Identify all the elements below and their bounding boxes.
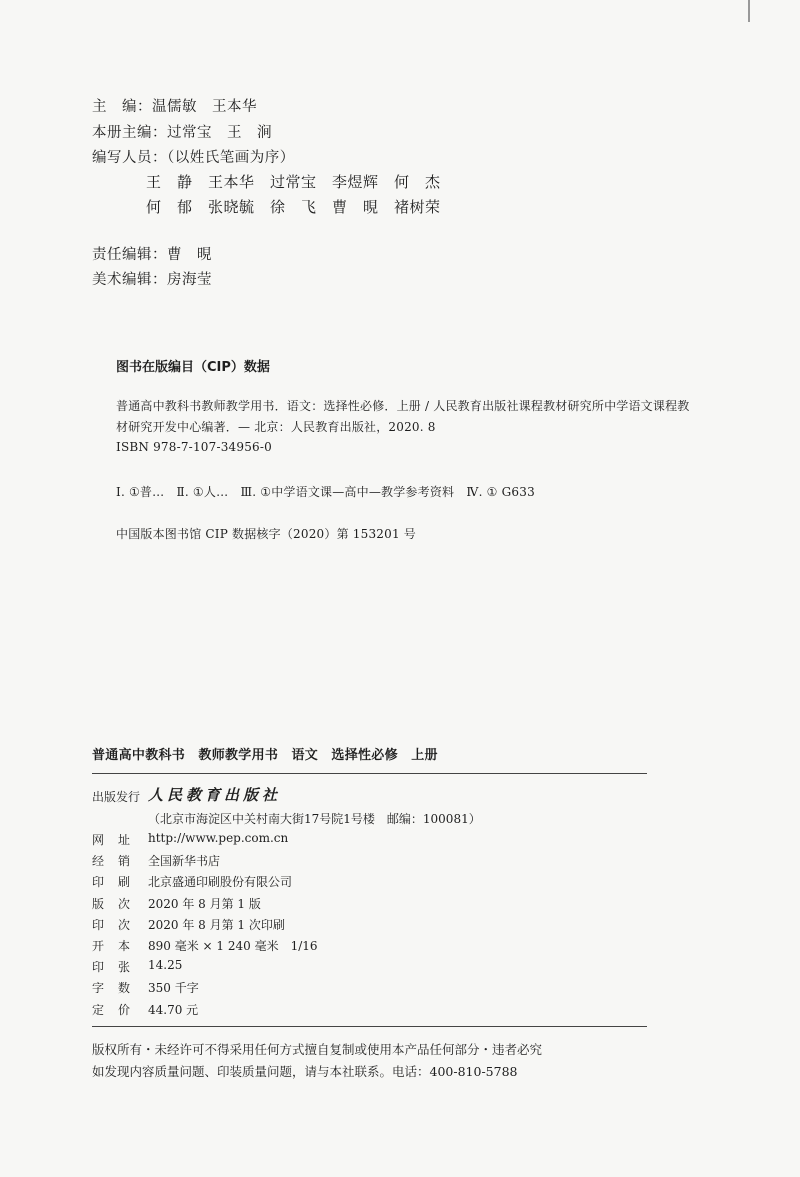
- art-editor-name: 房海莹: [167, 272, 212, 288]
- art-editor-label: 美术编辑：: [92, 272, 167, 288]
- copyright-notice: 版权所有・未经许可不得采用任何方式擅自复制或使用本产品任何部分・违者必究: [92, 1042, 543, 1057]
- info-row-value: 2020 年 8 月第 1 版: [148, 896, 261, 911]
- publisher-address: （北京市海淀区中关村南大街17号院1号楼 邮编：100081）: [148, 812, 481, 826]
- responsible-editor-name: 曹 晛: [167, 247, 212, 263]
- chief-editor-names: 温儒敏 王本华: [152, 99, 257, 115]
- volume-editor-line: [92, 121, 272, 142]
- info-row-label: 印刷: [92, 875, 145, 890]
- cip-title: 图书在版编目（CIP）数据: [116, 360, 270, 375]
- writers-label: 编写人员：（以姓氏笔画为序）: [92, 150, 295, 166]
- cip-line-2: 材研究开发中心编著．— 北京：人民教育出版社，2020. 8: [116, 420, 436, 434]
- cip-line-1: 普通高中教科书教师教学用书．语文：选择性必修．上册 / 人民教育出版社课程教材研究所中学语文课程教: [116, 399, 690, 413]
- cip-classification: Ⅰ. ①普… Ⅱ. ①人… Ⅲ. ①中学语文课—高中—教学参考资料 Ⅳ. ① G633: [116, 485, 535, 499]
- info-row-value: http://www.pep.com.cn: [148, 831, 289, 845]
- cip-record-number: 中国版本图书馆 CIP 数据核字（2020）第 153201 号: [116, 527, 417, 541]
- info-row-value: 2020 年 8 月第 1 次印刷: [148, 917, 285, 932]
- info-row-value: 14.25: [148, 958, 183, 973]
- info-row-label: 开本: [92, 939, 145, 953]
- bottom-rule: [92, 1026, 647, 1027]
- info-row-value: 350 千字: [148, 981, 199, 996]
- info-row-value: 890 毫米 × 1 240 毫米 1/16: [148, 939, 318, 953]
- publisher-label: 出版发行: [92, 790, 141, 804]
- info-row-value: 北京盛通印刷股份有限公司: [148, 875, 293, 890]
- volume-editor-label: 本册主编：: [92, 125, 167, 141]
- art-editor-line: [92, 268, 212, 289]
- info-row-label: 印次: [92, 917, 145, 932]
- responsible-editor-label: 责任编辑：: [92, 247, 167, 263]
- chief-editor-line: [92, 95, 257, 116]
- cip-isbn: ISBN 978-7-107-34956-0: [116, 440, 272, 454]
- top-rule: [92, 773, 647, 774]
- info-row-label: 印张: [92, 960, 145, 975]
- info-row-label: 版次: [92, 896, 145, 911]
- info-row-label: 经销: [92, 854, 145, 869]
- info-row-label: 字数: [92, 981, 145, 996]
- writers-line-1: 王 静 王本华 过常宝 李煜辉 何 杰: [146, 173, 441, 191]
- contact-notice: 如发现内容质量问题、印装质量问题，请与本社联系。电话：400-810-5788: [92, 1064, 518, 1079]
- writers-line-2: 何 郁 张晓毓 徐 飞 曹 晛 褚树荣: [146, 198, 441, 216]
- info-row-label: 网址: [92, 833, 145, 847]
- scan-edge-mark: [748, 0, 750, 22]
- chief-editor-label: 主 编：: [92, 99, 152, 115]
- info-row-label: 定价: [92, 1002, 145, 1017]
- info-row-value: 44.70 元: [148, 1002, 199, 1017]
- volume-editor-names: 过常宝 王 涧: [167, 125, 272, 141]
- publisher-logo: 人民教育出版社: [148, 786, 282, 804]
- info-row-value: 全国新华书店: [148, 854, 221, 869]
- responsible-editor-line: [92, 243, 212, 264]
- series-title: 普通高中教科书 教师教学用书 语文 选择性必修 上册: [92, 748, 438, 763]
